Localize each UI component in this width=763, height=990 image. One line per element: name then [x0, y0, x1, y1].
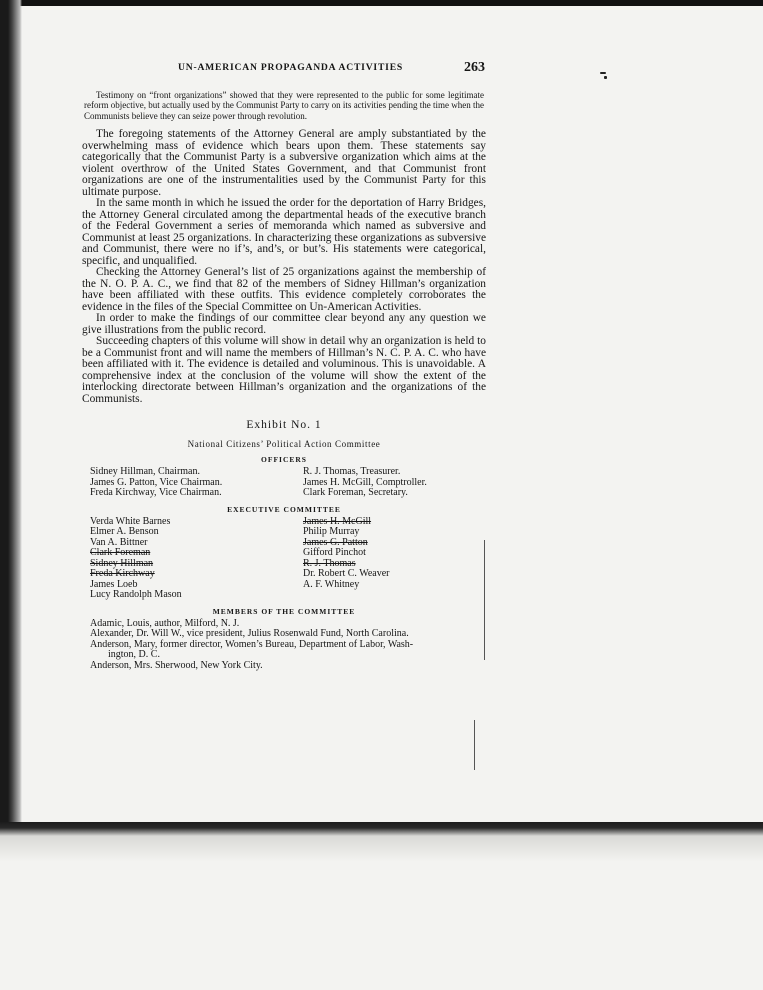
officer-entry: James H. McGill, Comptroller.: [303, 476, 427, 488]
running-title: UN-AMERICAN PROPAGANDA ACTIVITIES: [178, 62, 404, 73]
officer-entry: James G. Patton, Vice Chairman.: [90, 476, 223, 488]
executive-member: Lucy Randolph Mason: [90, 589, 182, 601]
officers-list: [82, 467, 486, 499]
member-line: Adamic, Louis, author, Milford, N. J.: [90, 617, 240, 629]
executive-member: Van A. Bittner: [90, 536, 148, 548]
member-line: Anderson, Mrs. Sherwood, New York City.: [90, 659, 263, 671]
body-paragraph: In order to make the findings of our committee clear beyond any any question we give illustrations from the public record.: [82, 312, 486, 336]
executive-member: Dr. Robert C. Weaver: [303, 568, 390, 580]
body-paragraph: Checking the Attorney General’s list of 25 organizations against the membership of the N. O. P. A. C., we find that 82 of the members of Sidney Hillman’s organization have been affiliated with these outfits. This evidence completely corroborates the evidence in the files of the Special Committee on Un-American Activities.: [82, 266, 486, 313]
exhibit-title: Exhibit No. 1: [246, 419, 322, 432]
member-entry: [82, 661, 486, 672]
officers-heading: OFFICERS: [261, 455, 307, 465]
executive-member-struck: James H. McGill: [303, 515, 372, 527]
members-heading: MEMBERS OF THE COMMITTEE: [212, 606, 356, 616]
members-list: [82, 619, 486, 672]
executive-member: Philip Murray: [303, 526, 360, 538]
member-line: Alexander, Dr. Will W., vice president, Julius Rosenwald Fund, North Carolina.: [90, 628, 409, 640]
running-head: [82, 60, 486, 78]
executive-member: Gifford Pinchot: [303, 547, 366, 559]
scan-top-edge: [0, 0, 763, 6]
executive-committee-list: [82, 517, 486, 601]
document-page: [82, 60, 486, 671]
officer-entry: Clark Foreman, Secretary.: [303, 487, 408, 499]
scan-bottom-shadow: [0, 822, 763, 990]
member-entry: [82, 640, 486, 661]
scan-speck: [604, 76, 607, 79]
executive-member-struck: Freda Kirchway: [90, 568, 155, 580]
body-paragraph: In the same month in which he issued the order for the deportation of Harry Bridges, the Attorney General circulated among the departmental heads of the executive branch of the Federal Government a series of memoranda which named as subversive and Communist at least 25 organizations. In characterizing these organizations as subversive and Communist, there were no if’s, and’s, or but’s. His statements were categorical, specific, and unqualified.: [82, 197, 486, 267]
scan-speck: [600, 72, 606, 74]
executive-member: A. F. Whitney: [303, 578, 360, 590]
officer-entry: Freda Kirchway, Vice Chairman.: [90, 487, 222, 499]
executive-member: Elmer A. Benson: [90, 526, 159, 538]
page-number: 263: [464, 60, 485, 75]
executive-member-struck: R. J. Thomas: [303, 557, 356, 569]
margin-pen-line: [474, 720, 475, 770]
executive-member: James Loeb: [90, 578, 138, 590]
executive-member-struck: Clark Foreman: [90, 547, 151, 559]
body-paragraph: Succeeding chapters of this volume will show in detail why an organization is held to be a Communist front and will name the members of Hillman’s N. C. P. A. C. who have been affiliated with it. The evidence is detailed and voluminous. This is unavoidable. A comprehensive index at the conclusion of the volume will show the extent of the interlocking directorate between Hillman’s organization and the organizations of the Communists.: [82, 335, 486, 405]
officer-entry: Sidney Hillman, Chairman.: [90, 466, 200, 478]
body-paragraph: The foregoing statements of the Attorney General are amply substantiated by the overwhelming mass of evidence which bears upon them. These statements say categorically that the Communist Party is a subversive organization which aims at the violent overthrow of the United States Government, and that Communist front organizations are one of the instrumentalities used by the Communist Party for this ultimate purpose.: [82, 128, 486, 198]
executive-committee-heading: EXECUTIVE COMMITTEE: [227, 504, 341, 514]
committee-name: National Citizens’ Political Action Committee: [187, 439, 381, 450]
member-line: Anderson, Mary, former director, Women’s Bureau, Department of Labor, Wash-: [90, 638, 414, 650]
quote-paragraph: Testimony on “front organizations” showed that they were represented to the public for some legitimate reform objective, but actually used by the Communist Party to carry on its activities pending the time when the Communists believe they can seize power through revolution.: [84, 90, 484, 121]
officer-entry: R. J. Thomas, Treasurer.: [303, 466, 401, 478]
executive-member-struck: James G. Patton: [303, 536, 368, 548]
executive-member: Verda White Barnes: [90, 515, 171, 527]
member-line-continued: ington, D. C.: [108, 649, 160, 661]
executive-member-struck: Sidney Hillman: [90, 557, 154, 569]
